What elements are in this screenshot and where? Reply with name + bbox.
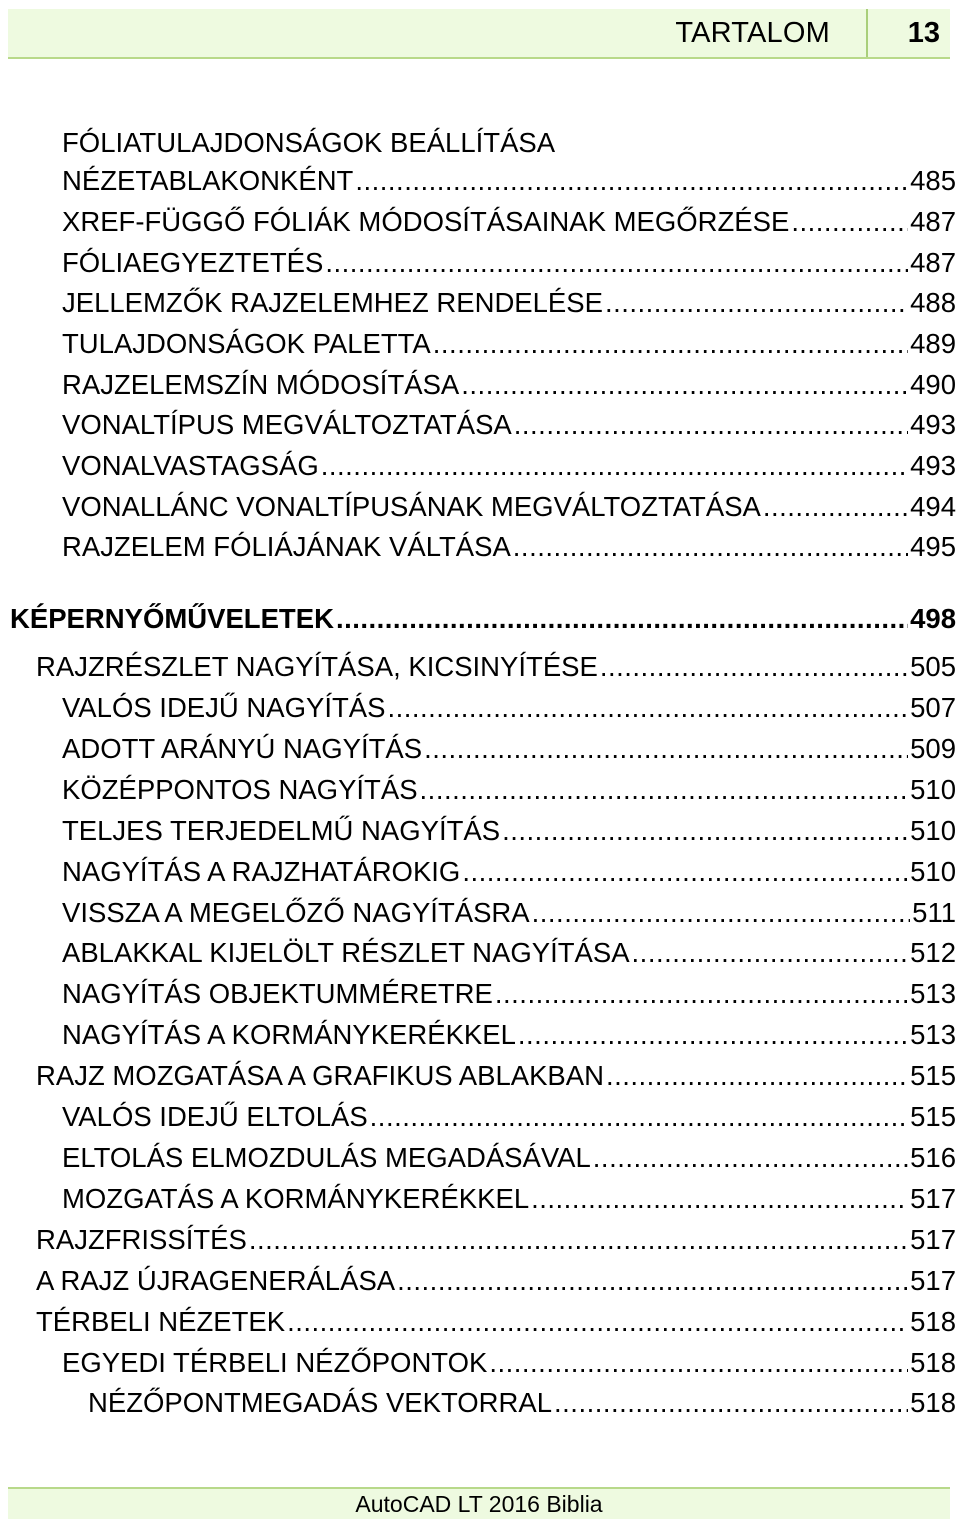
footer-book-title: AutoCAD LT 2016 Biblia <box>355 1491 603 1517</box>
toc-entry-label: VISSZA A MEGELŐZŐ NAGYÍTÁSRA <box>62 897 530 928</box>
toc-entry-page: 517 <box>910 1183 956 1214</box>
toc-entry[interactable] <box>62 851 956 892</box>
toc-entry-label: RAJZELEMSZÍN MÓDOSÍTÁSA <box>62 369 460 400</box>
toc-entry-page: 509 <box>910 733 956 764</box>
toc-entry-label: TULAJDONSÁGOK PALETTA <box>62 328 431 359</box>
toc-entry-page: 515 <box>910 1060 956 1091</box>
header-title: TARTALOM <box>675 17 830 49</box>
toc-entry-page: 489 <box>910 328 956 359</box>
toc-entry[interactable] <box>62 242 956 283</box>
toc-entry-page: 488 <box>910 287 956 318</box>
toc-entry[interactable] <box>62 1137 956 1178</box>
toc-entry[interactable] <box>62 486 956 527</box>
toc-entry-label: NAGYÍTÁS OBJEKTUMMÉRETRE <box>62 978 493 1009</box>
toc-entry-label: RAJZRÉSZLET NAGYÍTÁSA, KICSINYÍTÉSE <box>36 651 598 682</box>
toc-entry-page: 510 <box>910 856 956 887</box>
toc-entry-page: 516 <box>910 1142 956 1173</box>
toc-entry-label: RAJZELEM FÓLIÁJÁNAK VÁLTÁSA <box>62 531 511 562</box>
toc-entry-page: 511 <box>912 897 956 928</box>
toc-entry-label: ABLAKKAL KIJELÖLT RÉSZLET NAGYÍTÁSA <box>62 937 630 968</box>
toc-entry-page: 515 <box>910 1101 956 1132</box>
toc-entry[interactable] <box>62 282 956 323</box>
toc-entry[interactable] <box>62 526 956 567</box>
toc-entry-label: VONALLÁNC VONALTÍPUSÁNAK MEGVÁLTOZTATÁSA <box>62 491 761 522</box>
toc-entry-label: NAGYÍTÁS A KORMÁNYKERÉKKEL <box>62 1019 516 1050</box>
toc-entry[interactable] <box>62 404 956 445</box>
toc-leader-dots <box>518 1014 908 1055</box>
toc-entry[interactable] <box>36 1219 956 1260</box>
toc-entry[interactable] <box>62 323 956 364</box>
toc-entry-page: 490 <box>910 369 956 400</box>
toc-entry[interactable] <box>88 1382 956 1423</box>
toc-leader-dots <box>462 851 908 892</box>
toc-entry-page: 512 <box>910 937 956 968</box>
toc-entry-label: NAGYÍTÁS A RAJZHATÁROKIG <box>62 856 461 887</box>
toc-entry-label: MOZGATÁS A KORMÁNYKERÉKKEL <box>62 1183 530 1214</box>
toc-leader-dots <box>397 1260 908 1301</box>
toc-entry[interactable] <box>36 1301 956 1342</box>
toc-leader-dots <box>420 769 909 810</box>
toc-leader-dots <box>531 1178 908 1219</box>
toc-entry-label: RAJZ MOZGATÁSA A GRAFIKUS ABLAKBAN <box>36 1060 604 1091</box>
toc-leader-dots <box>370 1096 908 1137</box>
toc-entry[interactable] <box>62 201 956 242</box>
toc-entry-label: XREF-FÜGGŐ FÓLIÁK MÓDOSÍTÁSAINAK MEGŐRZÉSE <box>62 206 790 237</box>
toc-entry-page: 517 <box>910 1224 956 1255</box>
toc-entry-page: 518 <box>910 1387 956 1418</box>
toc-entry[interactable] <box>62 1342 956 1383</box>
toc-entry-label: ELTOLÁS ELMOZDULÁS MEGADÁSÁVAL <box>62 1142 591 1173</box>
toc-leader-dots <box>325 242 908 283</box>
toc-leader-dots <box>336 598 908 639</box>
toc-entry[interactable] <box>62 810 956 851</box>
toc-entry[interactable] <box>36 1260 956 1301</box>
toc-entry-page: 498 <box>910 603 956 634</box>
toc-leader-dots <box>632 932 909 973</box>
toc-leader-dots <box>495 973 908 1014</box>
toc-entry-label: VALÓS IDEJŰ ELTOLÁS <box>62 1101 368 1132</box>
toc-leader-dots <box>532 892 911 933</box>
toc-entry-page: 485 <box>910 165 956 196</box>
toc-leader-dots <box>600 646 908 687</box>
toc-entry-label: FÓLIATULAJDONSÁGOK BEÁLLÍTÁSA <box>62 127 556 158</box>
toc-entry[interactable] <box>36 1055 956 1096</box>
toc-entry-page: 513 <box>910 978 956 1009</box>
page-footer <box>8 1487 950 1519</box>
toc-leader-dots <box>249 1219 908 1260</box>
toc-leader-dots <box>433 323 908 364</box>
toc-leader-dots <box>513 526 908 567</box>
toc-leader-dots <box>763 486 908 527</box>
toc-leader-dots <box>321 445 908 486</box>
toc-leader-dots <box>514 404 908 445</box>
toc-entry-label: RAJZFRISSÍTÉS <box>36 1224 247 1255</box>
toc-entry-page: 517 <box>910 1265 956 1296</box>
toc-entry-page: 513 <box>910 1019 956 1050</box>
toc-entry[interactable] <box>36 646 956 687</box>
toc-leader-dots <box>554 1382 908 1423</box>
toc-entry-page: 510 <box>910 815 956 846</box>
toc-entry-label: JELLEMZŐK RAJZELEMHEZ RENDELÉSE <box>62 287 603 318</box>
toc-entry-label: TELJES TERJEDELMŰ NAGYÍTÁS <box>62 815 501 846</box>
toc-leader-dots <box>593 1137 908 1178</box>
toc-entry-page: 494 <box>910 491 956 522</box>
toc-leader-dots <box>355 160 908 201</box>
toc-entry[interactable] <box>62 932 956 973</box>
toc-entry[interactable] <box>62 1014 956 1055</box>
toc-leader-dots <box>606 1055 908 1096</box>
toc-entry[interactable] <box>62 769 956 810</box>
toc-entry-page: 505 <box>910 651 956 682</box>
toc-leader-dots <box>461 364 908 405</box>
toc-entry-label: KÖZÉPPONTOS NAGYÍTÁS <box>62 774 418 805</box>
toc-entry[interactable] <box>62 445 956 486</box>
toc-entry-page: 493 <box>910 409 956 440</box>
toc-chapter-entry[interactable] <box>10 598 956 639</box>
toc-entry-label: VONALTÍPUS MEGVÁLTOZTATÁSA <box>62 409 512 440</box>
toc-entry-page: 487 <box>910 206 956 237</box>
toc-leader-dots <box>605 282 908 323</box>
toc-entry-page: 518 <box>910 1347 956 1378</box>
page-header <box>8 9 950 59</box>
header-divider <box>866 9 868 57</box>
toc-entry-page: 510 <box>910 774 956 805</box>
toc-leader-dots <box>287 1301 908 1342</box>
toc-entry-page: 495 <box>910 531 956 562</box>
toc-entry[interactable] <box>62 973 956 1014</box>
toc-leader-dots <box>791 201 908 242</box>
toc-entry[interactable] <box>62 160 956 201</box>
toc-leader-dots <box>502 810 908 851</box>
toc-entry[interactable] <box>62 892 956 933</box>
toc-leader-dots <box>387 687 908 728</box>
toc-entry-label: KÉPERNYŐMŰVELETEK <box>10 603 334 634</box>
toc-entry-label: VONALVASTAGSÁG <box>62 450 319 481</box>
toc-entry-page: 507 <box>910 692 956 723</box>
toc-entry[interactable] <box>62 122 956 163</box>
toc-entry[interactable] <box>62 728 956 769</box>
toc-leader-dots <box>489 1342 908 1383</box>
toc-entry-page: 487 <box>910 247 956 278</box>
toc-entry-page: 518 <box>910 1306 956 1337</box>
toc-entry[interactable] <box>62 1096 956 1137</box>
toc-entry-label: NÉZŐPONTMEGADÁS VEKTORRAL <box>88 1387 553 1418</box>
toc-entry-label: ADOTT ARÁNYÚ NAGYÍTÁS <box>62 733 423 764</box>
toc-entry-page: 493 <box>910 450 956 481</box>
toc-entry[interactable] <box>62 687 956 728</box>
toc-entry[interactable] <box>62 364 956 405</box>
toc-leader-dots <box>424 728 908 769</box>
toc-entry-label: TÉRBELI NÉZETEK <box>36 1306 286 1337</box>
toc-entry-label: NÉZETABLAKONKÉNT <box>62 165 354 196</box>
toc-entry-label: EGYEDI TÉRBELI NÉZŐPONTOK <box>62 1347 488 1378</box>
header-page-number: 13 <box>907 17 940 49</box>
toc-entry-label: VALÓS IDEJŰ NAGYÍTÁS <box>62 692 386 723</box>
toc-entry-label: A RAJZ ÚJRAGENERÁLÁSA <box>36 1265 396 1296</box>
toc-entry[interactable] <box>62 1178 956 1219</box>
toc-entry-label: FÓLIAEGYEZTETÉS <box>62 247 324 278</box>
